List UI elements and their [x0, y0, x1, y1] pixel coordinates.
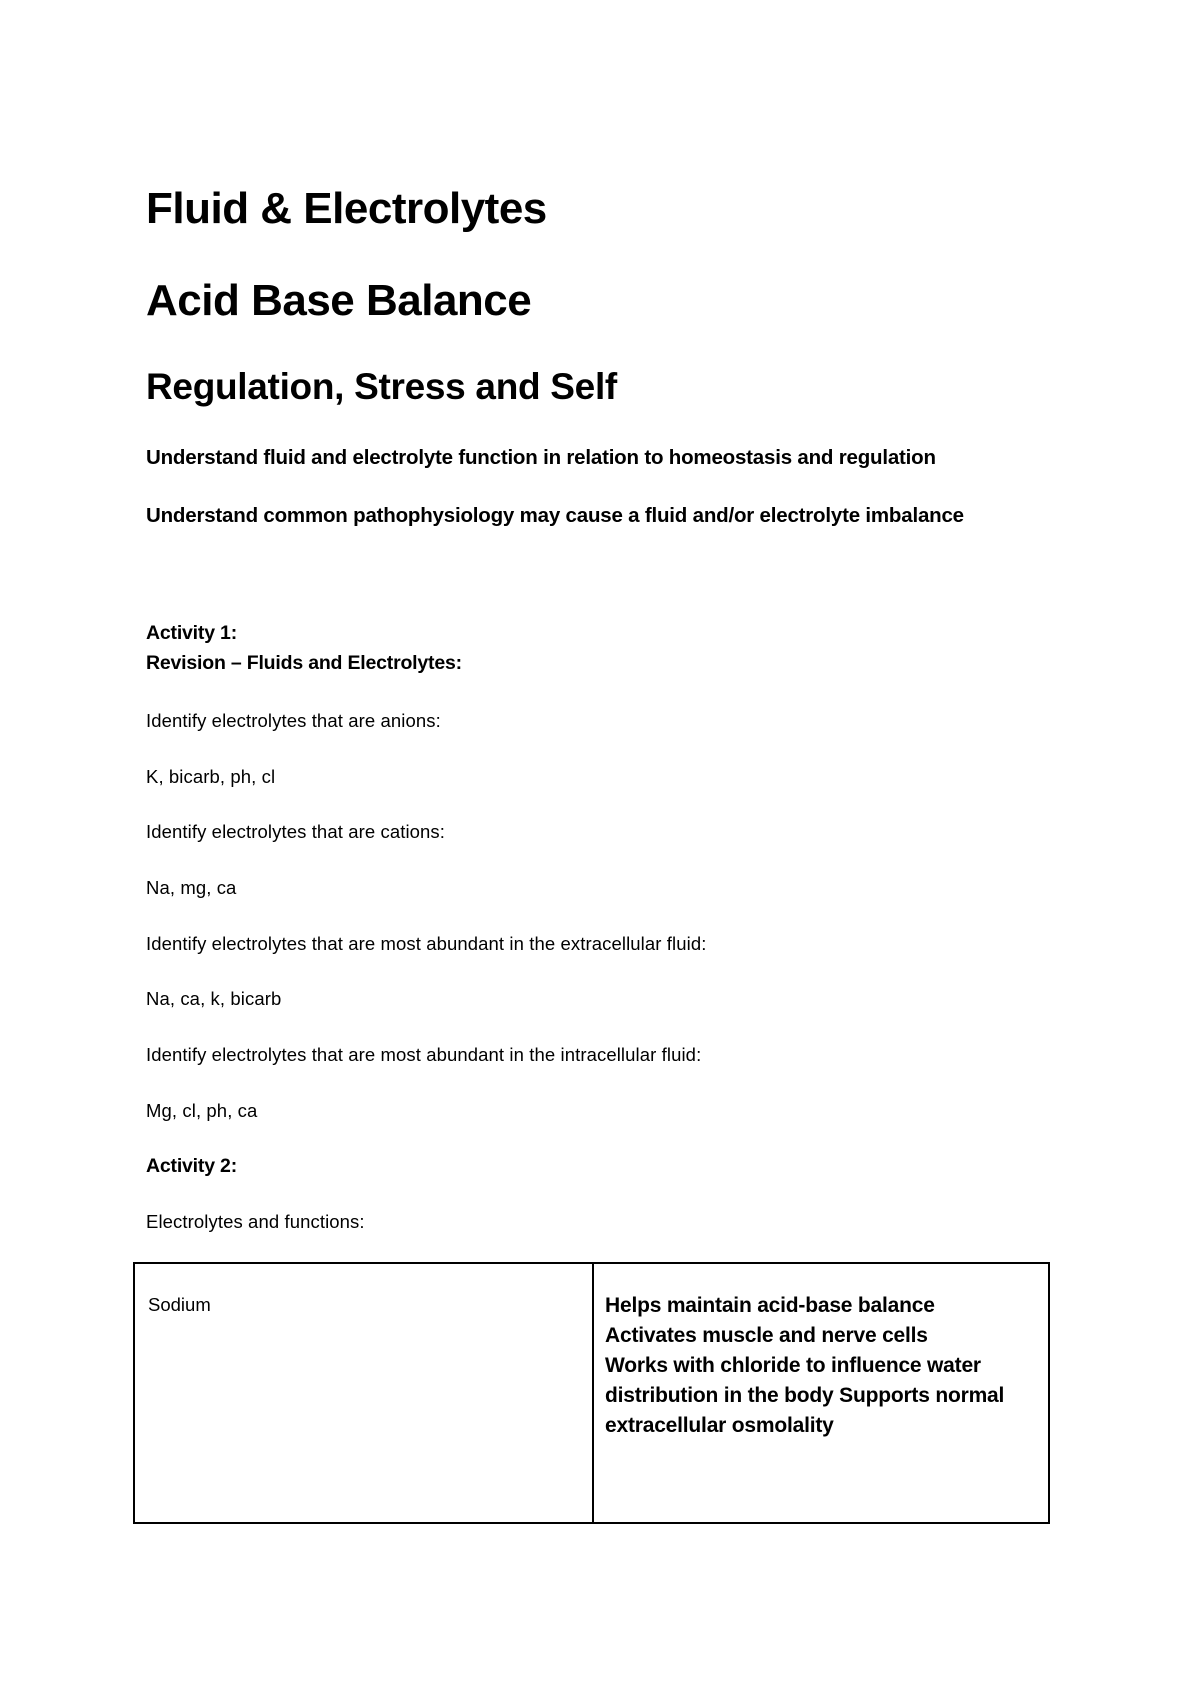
- answer-intracellular: Mg, cl, ph, ca: [146, 1100, 258, 1121]
- question-intracellular: Identify electrolytes that are most abundant in the intracellular fluid:: [146, 1044, 702, 1065]
- activity2-heading: Activity 2:: [146, 1155, 237, 1177]
- function-line: Helps maintain acid-base balance: [605, 1294, 935, 1317]
- table-row: [134, 1263, 1049, 1523]
- functions-text: [594, 1264, 1048, 1441]
- function-line: Works with chloride to influence water: [605, 1354, 981, 1377]
- function-line: Activates muscle and nerve cells: [605, 1324, 928, 1347]
- title-acid-base-balance: Acid Base Balance: [146, 276, 532, 325]
- question-cations: Identify electrolytes that are cations:: [146, 821, 446, 842]
- electrolyte-name: Sodium: [148, 1294, 211, 1315]
- activity2-intro: Electrolytes and functions:: [146, 1211, 365, 1232]
- question-anions: Identify electrolytes that are anions:: [146, 710, 441, 731]
- functions-cell: [593, 1263, 1049, 1523]
- subtitle: Regulation, Stress and Self: [146, 366, 617, 407]
- answer-extracellular: Na, ca, k, bicarb: [146, 988, 282, 1009]
- title-fluid-electrolytes: Fluid & Electrolytes: [146, 184, 547, 233]
- electrolyte-functions-table: [133, 1262, 1050, 1524]
- electrolyte-cell: [134, 1263, 593, 1523]
- activity1-subheading: Revision – Fluids and Electrolytes:: [146, 652, 462, 674]
- function-line: distribution in the body Supports normal: [605, 1384, 1005, 1407]
- objective-1: Understand fluid and electrolyte function in relation to homeostasis and regulation: [146, 446, 936, 469]
- function-line: extracellular osmolality: [605, 1414, 834, 1437]
- answer-cations: Na, mg, ca: [146, 877, 237, 898]
- activity1-heading: Activity 1:: [146, 622, 237, 644]
- answer-anions: K, bicarb, ph, cl: [146, 766, 276, 787]
- question-extracellular: Identify electrolytes that are most abundant in the extracellular fluid:: [146, 933, 707, 954]
- objective-2: Understand common pathophysiology may cause a fluid and/or electrolyte imbalance: [146, 504, 964, 527]
